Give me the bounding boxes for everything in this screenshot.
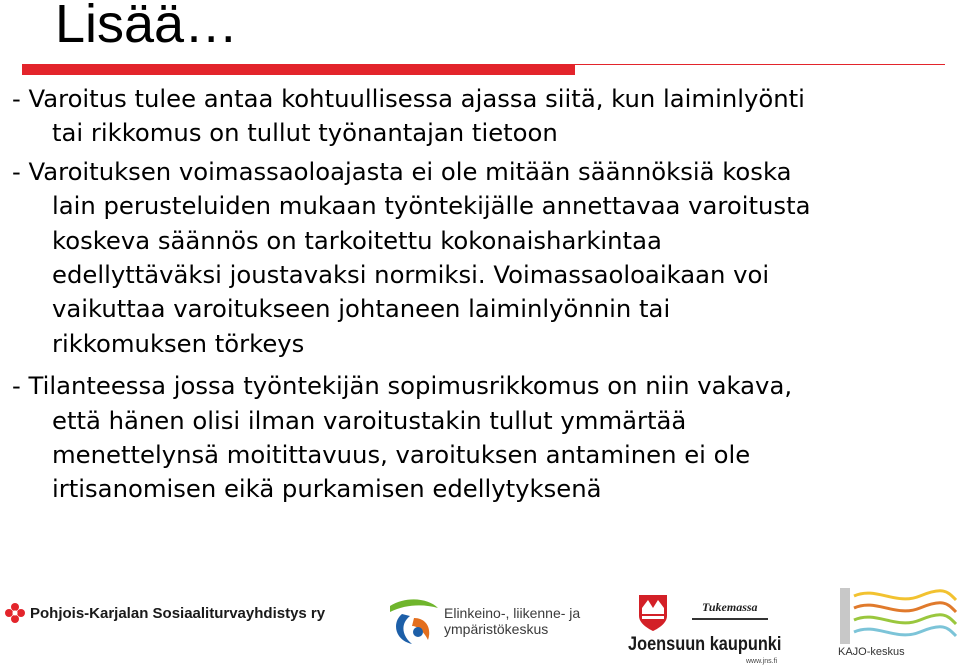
joensuu-tagline: Tukemassa	[702, 600, 758, 614]
bullet-line: irtisanomisen eikä purkamisen edellytyksenä	[52, 474, 602, 504]
slide-body	[0, 82, 960, 515]
kajo-name: KAJO-keskus	[838, 646, 905, 658]
pks-name: Pohjois-Karjalan Sosiaaliturvayhdistys ry	[30, 604, 326, 622]
sponsor-logos	[0, 580, 960, 665]
bullet-2	[0, 155, 960, 361]
pks-logo	[4, 600, 325, 626]
bullet-line: - Tilanteessa jossa työntekijän sopimusrikkomus on niin vakava,	[12, 371, 793, 401]
bullet-line: - Varoitus tulee antaa kohtuullisessa ajassa siitä, kun laiminlyönti	[12, 84, 805, 113]
bullet-line: rikkomuksen törkeys	[52, 328, 305, 358]
bullet-line: että hänen olisi ilman varoitustakin tullut ymmärtää	[52, 405, 687, 435]
tagline-rule	[692, 618, 768, 620]
title-underline-bar	[22, 64, 575, 75]
title-underline-thin	[575, 64, 945, 65]
ely-name-line1: Elinkeino-, liikenne- ja	[444, 605, 581, 621]
bullet-3	[0, 369, 960, 507]
bullet-line: menettelynsä moitittavuus, varoituksen antaminen ei ole	[52, 440, 751, 470]
ely-name	[444, 605, 580, 637]
bullet-line: tai rikkomus on tullut työnantajan tietoon	[52, 118, 558, 148]
pks-flower-icon	[4, 602, 26, 624]
ely-logo-icon	[388, 596, 440, 646]
kajo-logo-icon	[836, 586, 958, 646]
bullet-1	[0, 82, 960, 151]
bullet-line: edellyttäväksi joustavaksi normiksi. Voimassaoloaikaan voi	[52, 260, 770, 290]
joensuu-shield-icon	[638, 594, 668, 632]
slide-title: Lisää…	[55, 0, 239, 54]
joensuu-web: www.jns.fi	[746, 658, 778, 665]
bullet-line: vaikuttaa varoitukseen johtaneen laiminlyönnin tai	[52, 294, 671, 324]
ely-logo	[388, 596, 580, 646]
joensuu-name: Joensuun kaupunki	[628, 634, 782, 655]
ely-name-line2: ympäristökeskus	[444, 621, 549, 637]
bullet-line: koskeva säännös on tarkoitettu kokonaisharkintaa	[52, 225, 662, 255]
kajo-logo	[836, 586, 958, 662]
bullet-line: lain perusteluiden mukaan työntekijälle annettavaa varoitusta	[52, 191, 811, 221]
joensuu-logo	[628, 594, 782, 665]
bullet-line: - Varoituksen voimassaoloajasta ei ole mitään säännöksiä koska	[12, 156, 792, 186]
